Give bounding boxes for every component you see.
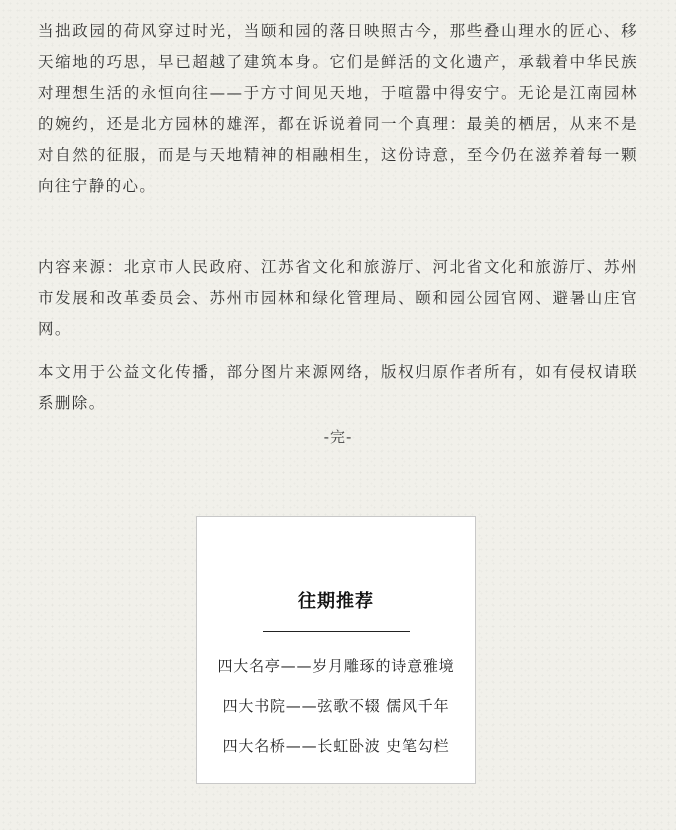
recommend-divider <box>263 631 410 632</box>
recommend-link-bridges[interactable]: 四大名桥——长虹卧波 史笔勾栏 <box>222 737 450 755</box>
article-paragraph: 当拙政园的荷风穿过时光，当颐和园的落日映照古今，那些叠山理水的匠心、移天缩地的巧思，早已超越了建筑本身。它们是鲜活的文化遗产，承载着中华民族对理想生活的永恒向往——于方寸间见天地，于喧嚣中得安宁。无论是江南园林的婉约，还是北方园林的雄浑，都在诉说着同一个真理：最美的栖居，从来不是对自然的征服，而是与天地精神的相融相生，这份诗意，至今仍在滋养着每一颗向往宁静的心。 <box>38 22 638 195</box>
recommend-link-academies[interactable]: 四大书院——弦歌不辍 儒风千年 <box>222 697 450 715</box>
recommend-list <box>197 654 475 774</box>
recommend-title: 往期推荐 <box>298 591 374 612</box>
end-mark: -完- <box>323 428 353 446</box>
recommend-box <box>196 516 476 784</box>
copyright-notice: 本文用于公益文化传播，部分图片来源网络，版权归原作者所有，如有侵权请联系删除。 <box>38 363 638 412</box>
recommend-link-pavilions[interactable]: 四大名亭——岁月雕琢的诗意雅境 <box>217 657 455 675</box>
content-source: 内容来源：北京市人民政府、江苏省文化和旅游厅、河北省文化和旅游厅、苏州市发展和改革委员会、苏州市园林和绿化管理局、颐和园公园官网、避暑山庄官网。 <box>38 258 638 338</box>
article-body <box>38 16 638 419</box>
